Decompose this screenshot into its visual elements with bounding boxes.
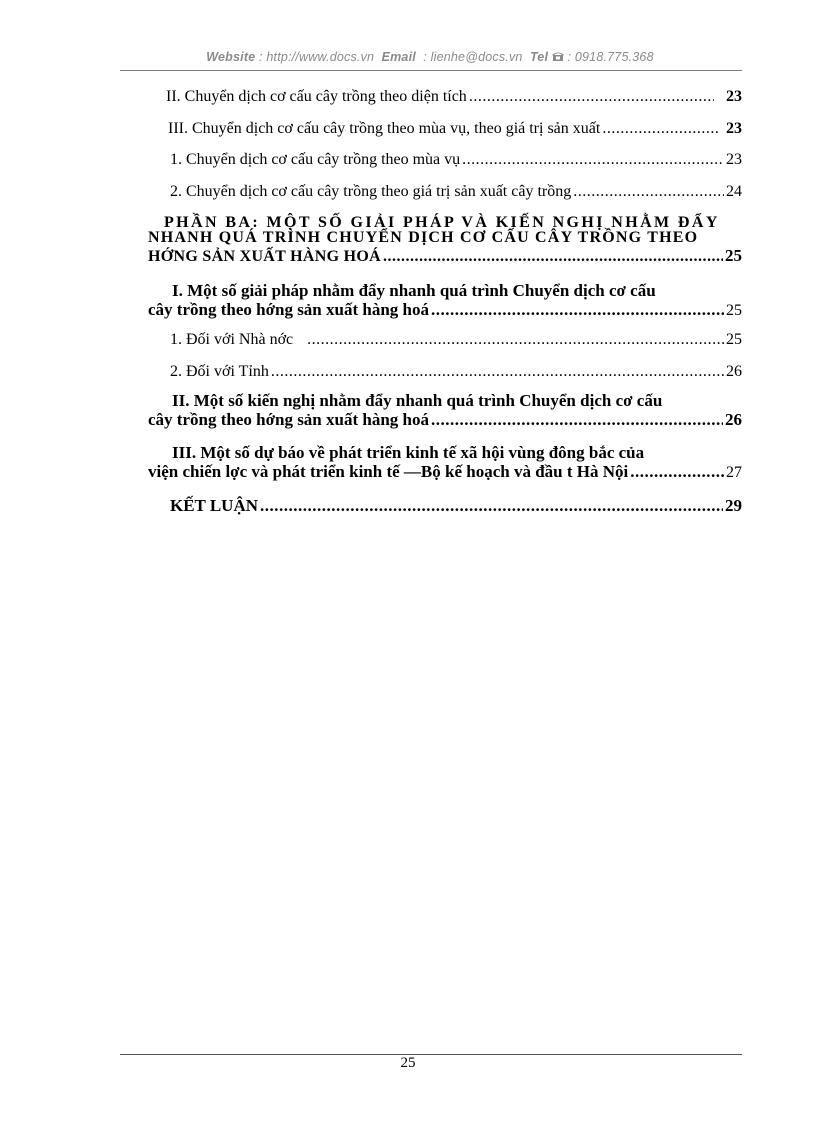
- toc-entry-line: HỚNG SẢN XUẤT HÀNG HOÁ: [148, 248, 381, 265]
- toc-entry: [148, 443, 742, 482]
- tel-value: : 0918.775.368: [567, 50, 654, 64]
- toc-entry-text: II. Chuyển dịch cơ cấu cây trồng theo diện tích: [166, 88, 467, 105]
- toc-page-number: 25: [726, 302, 742, 319]
- dot-leader: [630, 462, 724, 481]
- toc-entry-text: III. Chuyển dịch cơ cấu cây trồng theo mùa vụ, theo giá trị sản xuất: [168, 120, 601, 137]
- page-number: 25: [400, 1055, 416, 1071]
- dot-leader: [307, 331, 724, 349]
- dot-leader: [431, 300, 724, 319]
- toc-page-number: 23: [726, 120, 742, 137]
- toc-entry: [170, 331, 742, 349]
- website-value: : http://www.docs.vn: [259, 50, 375, 64]
- toc-entry: [170, 151, 742, 169]
- toc-entry-conclusion: [170, 496, 742, 516]
- toc-entry: [168, 120, 742, 138]
- toc-entry-line: viện chiến lợc và phát triển kinh tế —Bộ kế hoạch và đầu t Hà Nội: [148, 462, 629, 481]
- toc-entry-text: 1. Đối với Nhà nớc: [170, 331, 294, 348]
- toc-entry: [148, 281, 742, 320]
- toc-entry-text: 2. Chuyển dịch cơ cấu cây trồng theo giá trị sản xuất cây trồng: [170, 183, 572, 200]
- toc-page-number: 26: [725, 410, 742, 429]
- tel-label: Tel: [529, 50, 549, 64]
- toc-entry: [170, 183, 742, 201]
- toc-entry-line: II. Một số kiến nghị nhằm đẩy nhanh quá trình Chuyển dịch cơ cấu: [172, 391, 663, 410]
- email-value: : lienhe@docs.vn: [423, 50, 523, 64]
- dot-leader: [573, 183, 724, 201]
- phone-icon: [552, 50, 568, 64]
- toc-page-number: 25: [725, 246, 742, 265]
- header-rule: [120, 70, 742, 71]
- toc-entry-text: KẾT LUẬN: [170, 496, 259, 515]
- toc-entry-line: NHANH QUÁ TRÌNH CHUYỂN DỊCH CƠ CẤU CÂY TRỒNG THEO: [148, 229, 699, 246]
- toc-entry-part-three: [148, 215, 742, 264]
- dot-leader: [383, 249, 723, 264]
- dot-leader: [462, 151, 724, 169]
- dot-leader: [271, 363, 724, 381]
- toc-page-number: 23: [726, 88, 742, 105]
- toc-entry: [166, 88, 742, 106]
- toc-entry-text: 1. Chuyển dịch cơ cấu cây trồng theo mùa vụ: [170, 151, 461, 168]
- page-header: [120, 50, 740, 64]
- toc-entry-line: III. Một số dự báo về phát triển kinh tế xã hội vùng đông bắc của: [172, 443, 645, 462]
- dot-leader: [431, 410, 723, 429]
- toc-page-number: 27: [726, 464, 742, 481]
- toc-entry: [170, 363, 742, 381]
- toc-entry: [148, 391, 742, 429]
- toc-page-number: 23: [726, 151, 742, 168]
- toc-entry-text: 2. Đối với Tỉnh: [170, 363, 269, 380]
- toc-entry-line: PHẦN BA: MỘT SỐ GIẢI PHÁP VÀ KIẾN NGHỊ NHẰM ĐẨY: [164, 214, 720, 231]
- email-label: Email: [381, 50, 416, 64]
- toc-page-number: 24: [726, 183, 742, 200]
- toc-page-number: 26: [726, 363, 742, 380]
- toc-entry-line: cây trồng theo hớng sản xuất hàng hoá: [148, 300, 429, 319]
- toc-page-number: 25: [726, 331, 742, 348]
- dot-leader: [602, 120, 720, 138]
- dot-leader: [260, 496, 723, 516]
- toc-page-number: 29: [725, 496, 742, 515]
- toc-entry-line: I. Một số giải pháp nhằm đẩy nhanh quá trình Chuyển dịch cơ cấu: [172, 281, 656, 300]
- toc-entry-line: cây trồng theo hớng sản xuất hàng hoá: [148, 410, 429, 429]
- dot-leader: [469, 88, 714, 106]
- website-label: Website: [206, 50, 256, 64]
